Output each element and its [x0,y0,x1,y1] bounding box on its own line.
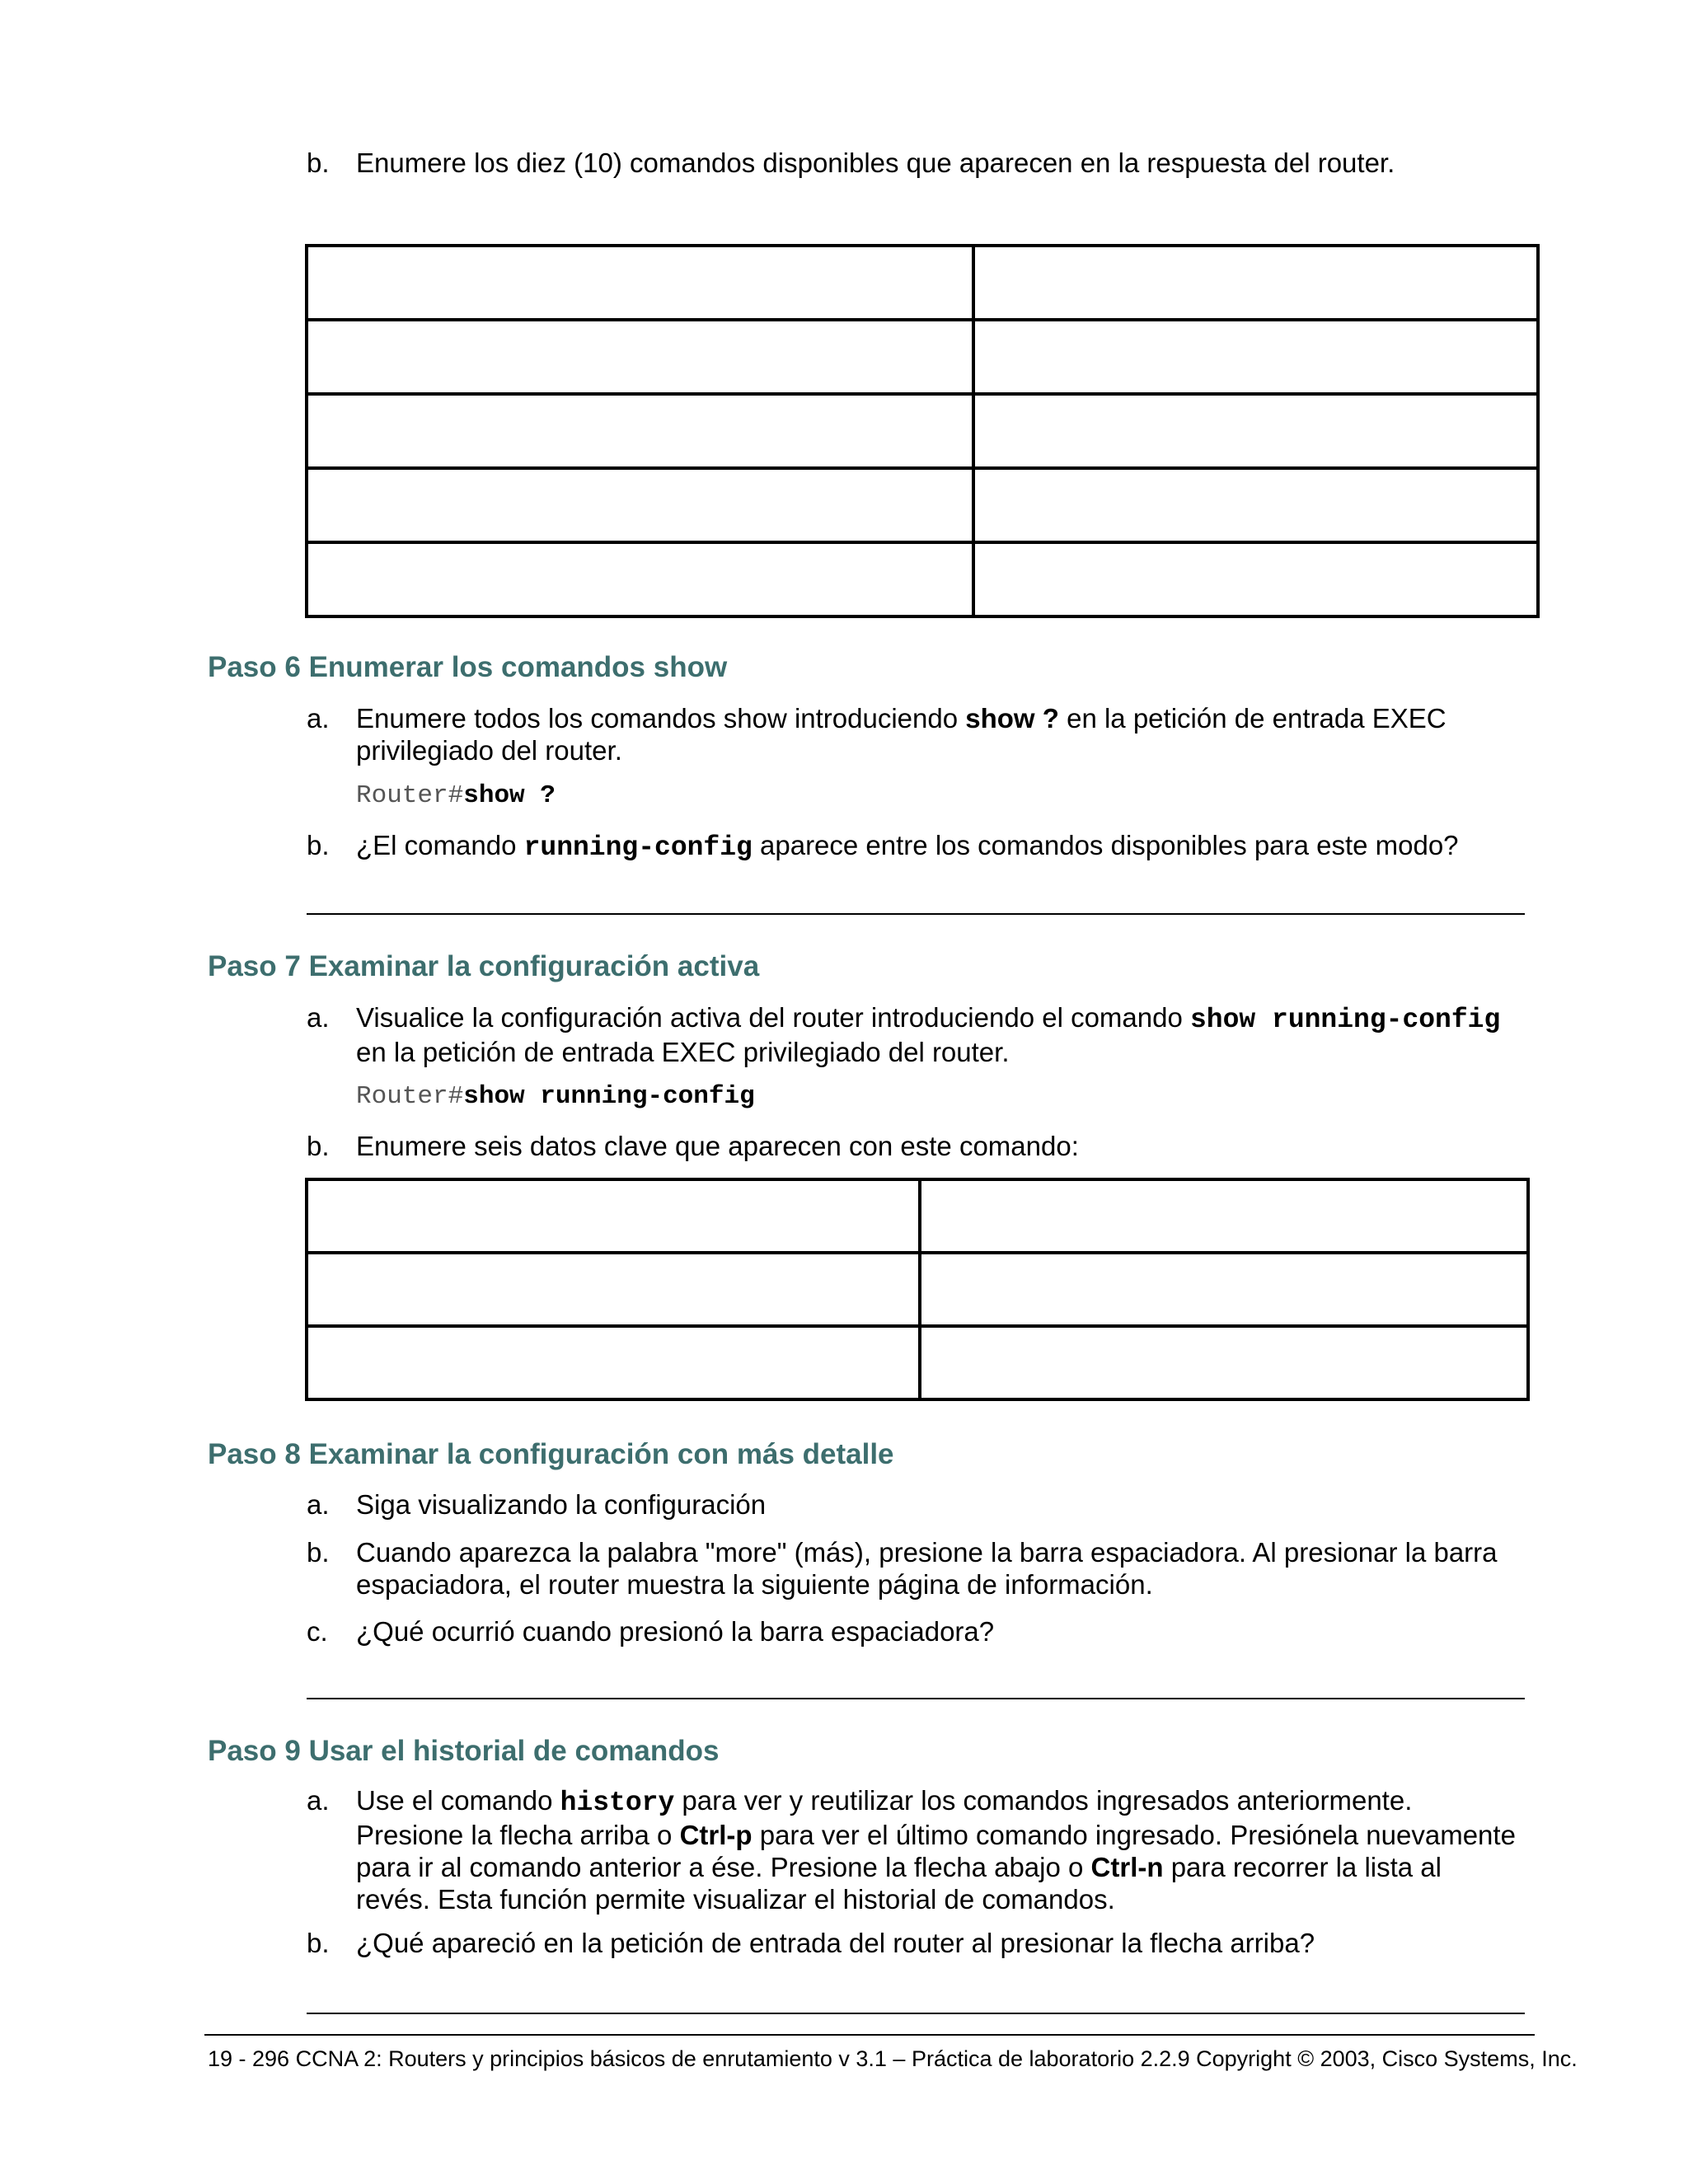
item-text [356,1001,1592,1068]
text-part: aparece entre los comandos disponibles para este modo? [752,830,1459,860]
answer-cell[interactable] [920,1326,1528,1399]
answer-cell[interactable] [307,320,973,394]
text-part: en la petición de entrada EXEC [1058,703,1447,733]
router-command: show ? [463,781,556,810]
text-part: Visualice la configuración activa del router introduciendo el comando [356,1002,1190,1033]
key-shortcut: Ctrl-n [1090,1852,1164,1882]
answer-cell[interactable] [973,542,1538,616]
bold-command: show ? [965,703,1059,733]
item-text [356,1536,1592,1601]
answer-cell[interactable] [307,468,973,542]
text-part: ¿El comando [356,830,524,860]
text-part: privilegiado del router. [356,735,622,766]
table-row [307,1179,1528,1253]
item-label: c. [307,1616,328,1647]
text-part: espaciadora, el router muestra la siguiente página de información. [356,1569,1153,1600]
key-shortcut: Ctrl-p [679,1820,753,1850]
item-text: Enumere los diez (10) comandos disponibles que aparecen en la respuesta del router. [356,148,1395,178]
table-row [307,320,1538,394]
answer-line[interactable] [307,2013,1525,2014]
footer-divider [204,2034,1535,2036]
item-text [356,829,1592,864]
router-prompt: Router# [356,781,464,810]
item-text [356,702,1592,766]
answer-cell[interactable] [307,1253,920,1326]
step9-heading: Paso 9 Usar el historial de comandos [208,1735,720,1767]
inline-code: show running-config [1190,1005,1501,1035]
text-part: Presione la flecha arriba o [356,1820,680,1850]
item-label: b. [307,830,330,860]
text-part: en la petición de entrada EXEC privilegiado del router. [356,1037,1010,1067]
item-label: b. [307,1928,330,1958]
answer-cell[interactable] [307,246,973,320]
item-text: Siga visualizando la configuración [356,1489,767,1520]
answer-cell[interactable] [920,1253,1528,1326]
item-label: a. [307,703,330,733]
step6-code-example [356,781,556,810]
text-part: Use el comando [356,1785,560,1816]
step6-heading: Paso 6 Enumerar los comandos show [208,651,728,683]
item-text: ¿Qué ocurrió cuando presionó la barra espaciadora? [356,1616,995,1647]
config-data-table [305,1178,1530,1401]
router-command: show running-config [463,1082,755,1111]
page-footer: 19 - 296 CCNA 2: Routers y principios básicos de enrutamiento v 3.1 – Práctica de laboratorio 2.2.9 Copyright © 2003, Cisco Systems, Inc. [208,2046,1578,2071]
router-prompt: Router# [356,1082,464,1111]
answer-cell[interactable] [307,394,973,468]
table-row [307,1326,1528,1399]
table-row [307,468,1538,542]
answer-cell[interactable] [973,394,1538,468]
table-row [307,246,1538,320]
table-row [307,394,1538,468]
item-label: b. [307,1131,330,1161]
answer-cell[interactable] [973,246,1538,320]
answer-line[interactable] [307,1698,1525,1699]
answer-cell[interactable] [307,1179,920,1253]
commands-answer-table [305,244,1540,618]
text-part: para ver y reutilizar los comandos ingresados anteriormente. [674,1785,1413,1816]
item-label: b. [307,1537,330,1568]
text-part: Enumere todos los comandos show introduciendo [356,703,966,733]
inline-code: history [560,1788,675,1818]
item-text [356,1784,1592,1915]
answer-cell[interactable] [307,542,973,616]
table-row [307,1253,1528,1326]
text-part: para ver el último comando ingresado. Presiónela nuevamente [752,1820,1516,1850]
item-text: Enumere seis datos clave que aparecen con este comando: [356,1131,1079,1161]
text-part: revés. Esta función permite visualizar el historial de comandos. [356,1884,1115,1915]
answer-cell[interactable] [920,1179,1528,1253]
table-row [307,542,1538,616]
item-label: a. [307,1489,330,1520]
inline-code: running-config [523,832,753,863]
text-part: para recorrer la lista al [1163,1852,1442,1882]
item-label: a. [307,1002,330,1033]
step7-code-example [356,1082,755,1111]
answer-line[interactable] [307,913,1525,915]
item-text: ¿Qué apareció en la petición de entrada del router al presionar la flecha arriba? [356,1928,1315,1958]
step8-heading: Paso 8 Examinar la configuración con más detalle [208,1438,894,1470]
answer-cell[interactable] [973,320,1538,394]
answer-cell[interactable] [973,468,1538,542]
answer-cell[interactable] [307,1326,920,1399]
text-part: Cuando aparezca la palabra "more" (más), presione la barra espaciadora. Al presionar la barra [356,1537,1498,1568]
text-part: para ir al comando anterior a ése. Presione la flecha abajo o [356,1852,1091,1882]
step7-heading: Paso 7 Examinar la configuración activa [208,950,760,982]
item-label: a. [307,1785,330,1816]
item-label: b. [307,148,330,178]
